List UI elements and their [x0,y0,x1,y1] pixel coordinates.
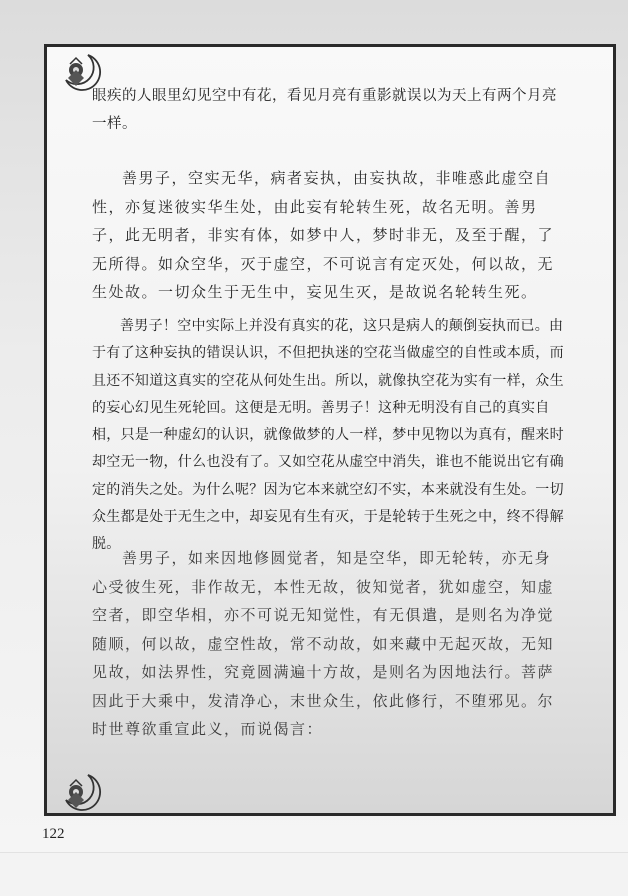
sutra-passage-1: 善男子，空实无华，病者妄执，由妄执故，非唯惑此虚空自性，亦复迷彼实华生处，由此妄有轮转生死，故名无明。善男子，此无明者，非实有体，如梦中人，梦时非无，及至于醒，了无所得。如众空华，灭于虚空，不可说言有定灭处，何以故，无生处故。一切众生于无生中，妄见生灭，是故说名轮转生死。 [92,169,555,301]
page-bottom-margin [0,852,628,896]
intro-paragraph: 眼疾的人眼里幻见空中有花，看见月亮有重影就误以为天上有两个月亮一样。 [92,88,557,132]
page-number: 122 [42,826,65,842]
sutra-passage-2: 善男子，如来因地修圆觉者，知是空华，即无轮转，亦无身心受彼生死，非作故无，本性无故，彼知觉者，犹如虚空，知虚空者，即空华相，亦不可说无知觉性，有无俱遣，是则名为净觉随顺，何以故，虚空性故，常不动故，如来藏中无起灭故，无知见故，如法界性，究竟圆满遍十方故，是则名为因地法行。菩萨因此于大乘中，发清净心，末世众生，依此修行，不堕邪见。尔时世尊欲重宣此义，而说偈言： [92,549,555,738]
translation-paragraph: 善男子！空中实际上并没有真实的花，这只是病人的颠倒妄执而已。由于有了这种妄执的错误认识，不但把执迷的空花当做虚空的自性或本质，而且还不知道这真实的空花从何处生出。所以，就像执空花为实有一样，众生的妄心幻见生死轮回。这便是无明。善男子！这种无明没有自己的真实自相，只是一种虚幻的认识，就像做梦的人一样，梦中见物以为真有，醒来时却空无一物，什么也没有了。又如空花从虚空中消失，谁也不能说出它有确定的消失之处。为什么呢？因为它本来就空幻不实，本来就没有生处。一切众生都是处于无生之中，却妄见有生有灭，于是轮转于生死之中，终不得解脱。 [92,318,564,553]
lotus-crescent-ornament-icon [58,770,104,816]
